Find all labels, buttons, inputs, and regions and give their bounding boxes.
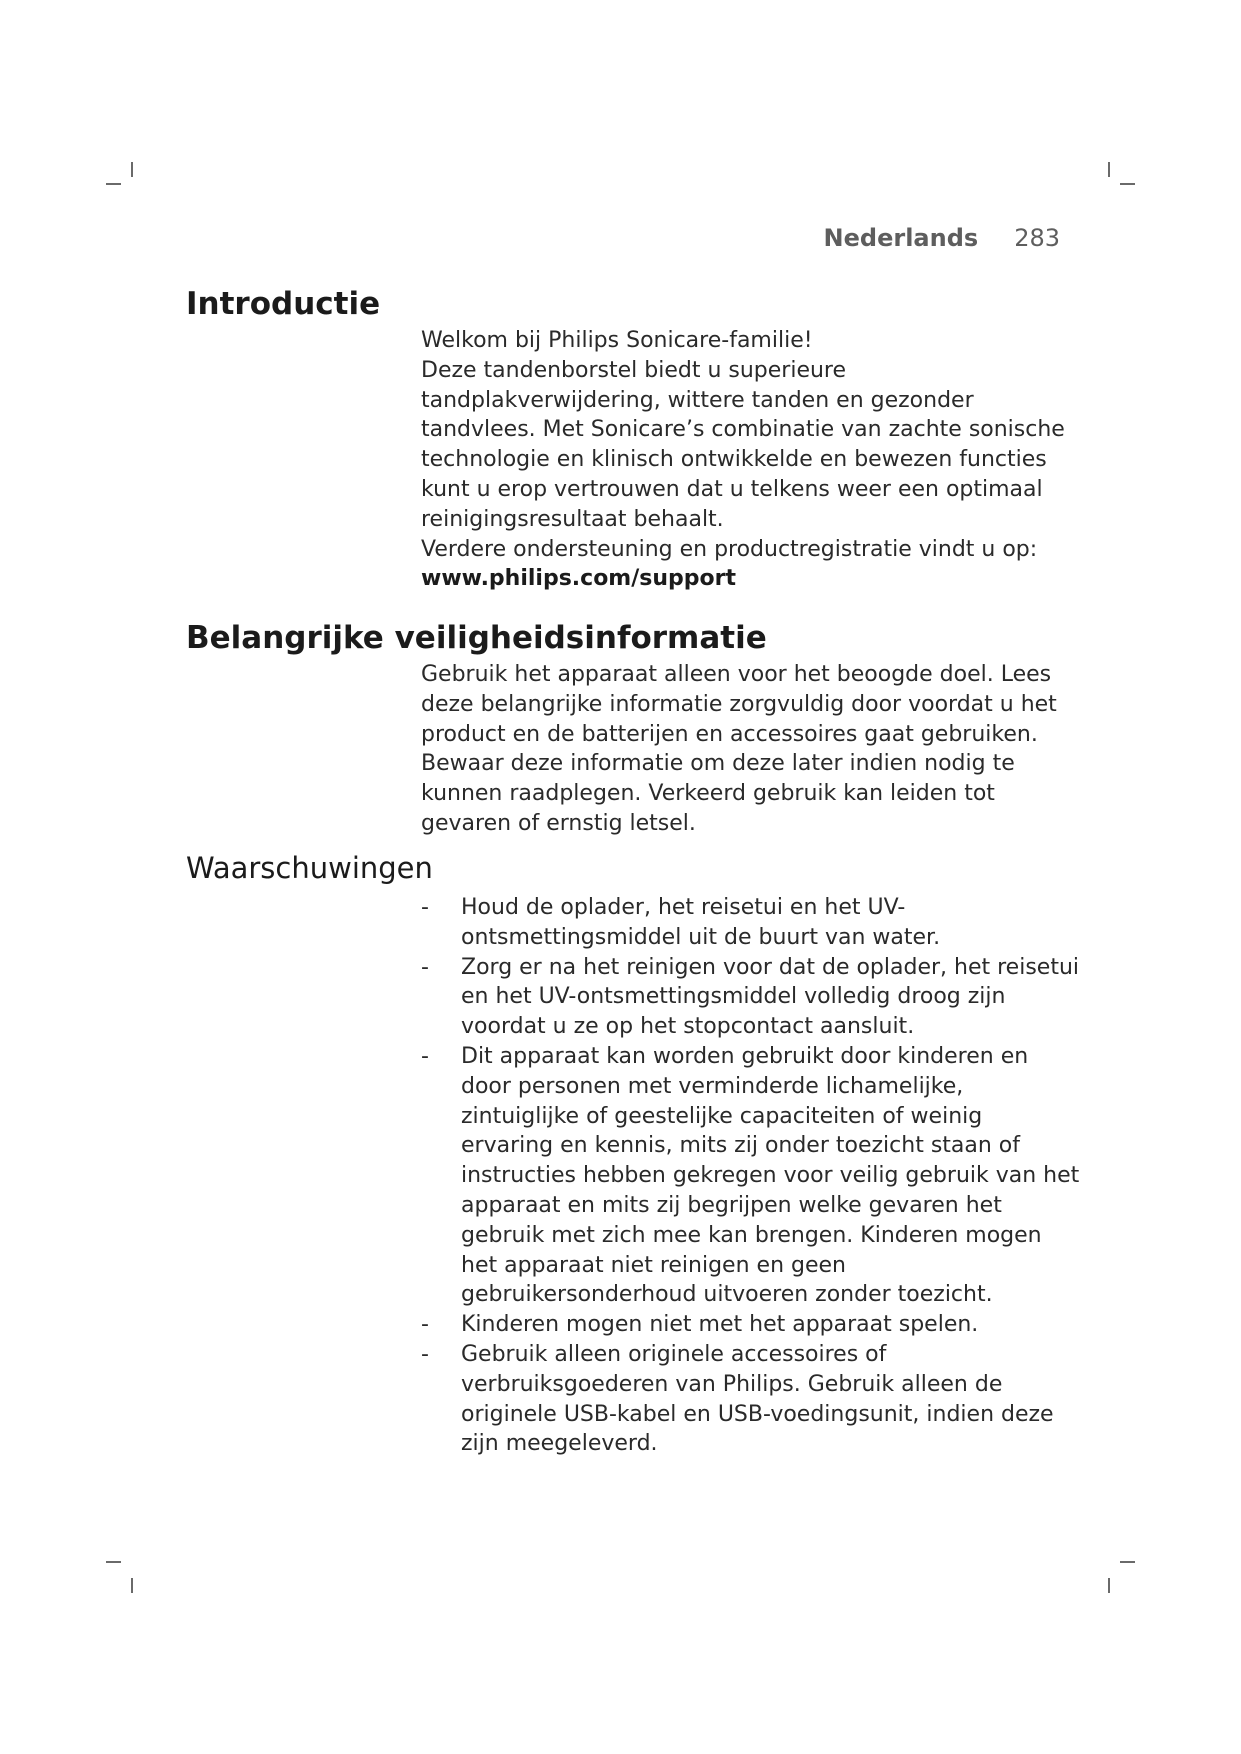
warning-text: Kinderen mogen niet met het apparaat spelen. <box>461 1312 979 1338</box>
header-language: Nederlands <box>823 224 979 252</box>
warning-text: Dit apparaat kan worden gebruikt door kinderen en door personen met verminderde lichamelijke, zintuiglijke of geestelijke capaciteiten of weinig ervaring en kennis, mits zij onder toezicht staan of instructies hebben gekregen voor veilig gebruik van het apparaat en mits zij begrijpen welke gevaren het gebruik met zich mee kan brengen. Kinderen mogen het apparaat niet reinigen en geen gebruikersonderhoud uitvoeren zonder toezicht. <box>461 1043 1080 1308</box>
crop-mark-bottom-left-h <box>106 1561 121 1563</box>
crop-mark-top-left-v <box>131 162 133 177</box>
crop-mark-bottom-right-v <box>1108 1578 1110 1593</box>
warning-item <box>421 953 1081 1042</box>
crop-mark-top-right-v <box>1108 162 1110 177</box>
crop-mark-top-left-h <box>106 183 121 185</box>
bullet-dash: - <box>421 1341 429 1367</box>
warning-text: Houd de oplader, het reisetui en het UV-ontsmettingsmiddel uit de buurt van water. <box>461 895 941 950</box>
section-title-veiligheid: Belangrijke veiligheidsinformatie <box>186 620 767 656</box>
bullet-dash: - <box>421 895 429 920</box>
subsection-title-waarschuwingen: Waarschuwingen <box>186 851 433 885</box>
warnings-list <box>421 893 1081 1459</box>
warning-item <box>421 1310 1081 1340</box>
support-link[interactable]: www.philips.com/support <box>421 566 737 592</box>
warning-text: Zorg er na het reinigen voor dat de oplader, het reisetui en het UV-ontsmettingsmiddel volledig droog zijn voordat u ze op het stopcontact aansluit. <box>461 954 1080 1040</box>
safety-paragraph: Gebruik het apparaat alleen voor het beoogde doel. Lees deze belangrijke informatie zorgvuldig door voordat u het product en de batterijen en accessoires gaat gebruiken. Bewaar deze informatie om deze later indien nodig te kunnen raadplegen. Verkeerd gebruik kan leiden tot gevaren of ernstig letsel. <box>421 662 1057 836</box>
warning-item <box>421 893 1081 953</box>
warning-text: Gebruik alleen originele accessoires of verbruiksgoederen van Philips. Gebruik alleen de originele USB-kabel en USB-voedingsunit, indien deze zijn meegeleverd. <box>461 1341 1054 1457</box>
running-header <box>824 224 1060 252</box>
crop-mark-top-right-h <box>1120 183 1135 185</box>
crop-mark-bottom-left-v <box>131 1578 133 1593</box>
warning-item <box>421 1042 1081 1310</box>
introductie-body <box>421 326 1081 594</box>
bullet-dash: - <box>421 954 429 980</box>
veiligheid-body <box>421 660 1081 839</box>
intro-paragraph: Verdere ondersteuning en productregistratie vindt u op: <box>421 536 1038 562</box>
warning-item <box>421 1340 1081 1459</box>
bullet-dash: - <box>421 1043 429 1069</box>
intro-paragraph: Welkom bij Philips Sonicare-familie! <box>421 328 813 353</box>
crop-mark-bottom-right-h <box>1120 1561 1135 1563</box>
intro-paragraph: Deze tandenborstel biedt u superieure tandplakverwijdering, wittere tanden en gezonder tandvlees. Met Sonicare’s combinatie van zachte sonische technologie en klinisch ontwikkelde en bewezen functies kunt u erop vertrouwen dat u telkens weer een optimaal reinigingsresultaat behaalt. <box>421 357 1065 532</box>
section-title-introductie: Introductie <box>186 286 381 322</box>
page-number: 283 <box>1014 224 1060 252</box>
bullet-dash: - <box>421 1312 429 1338</box>
